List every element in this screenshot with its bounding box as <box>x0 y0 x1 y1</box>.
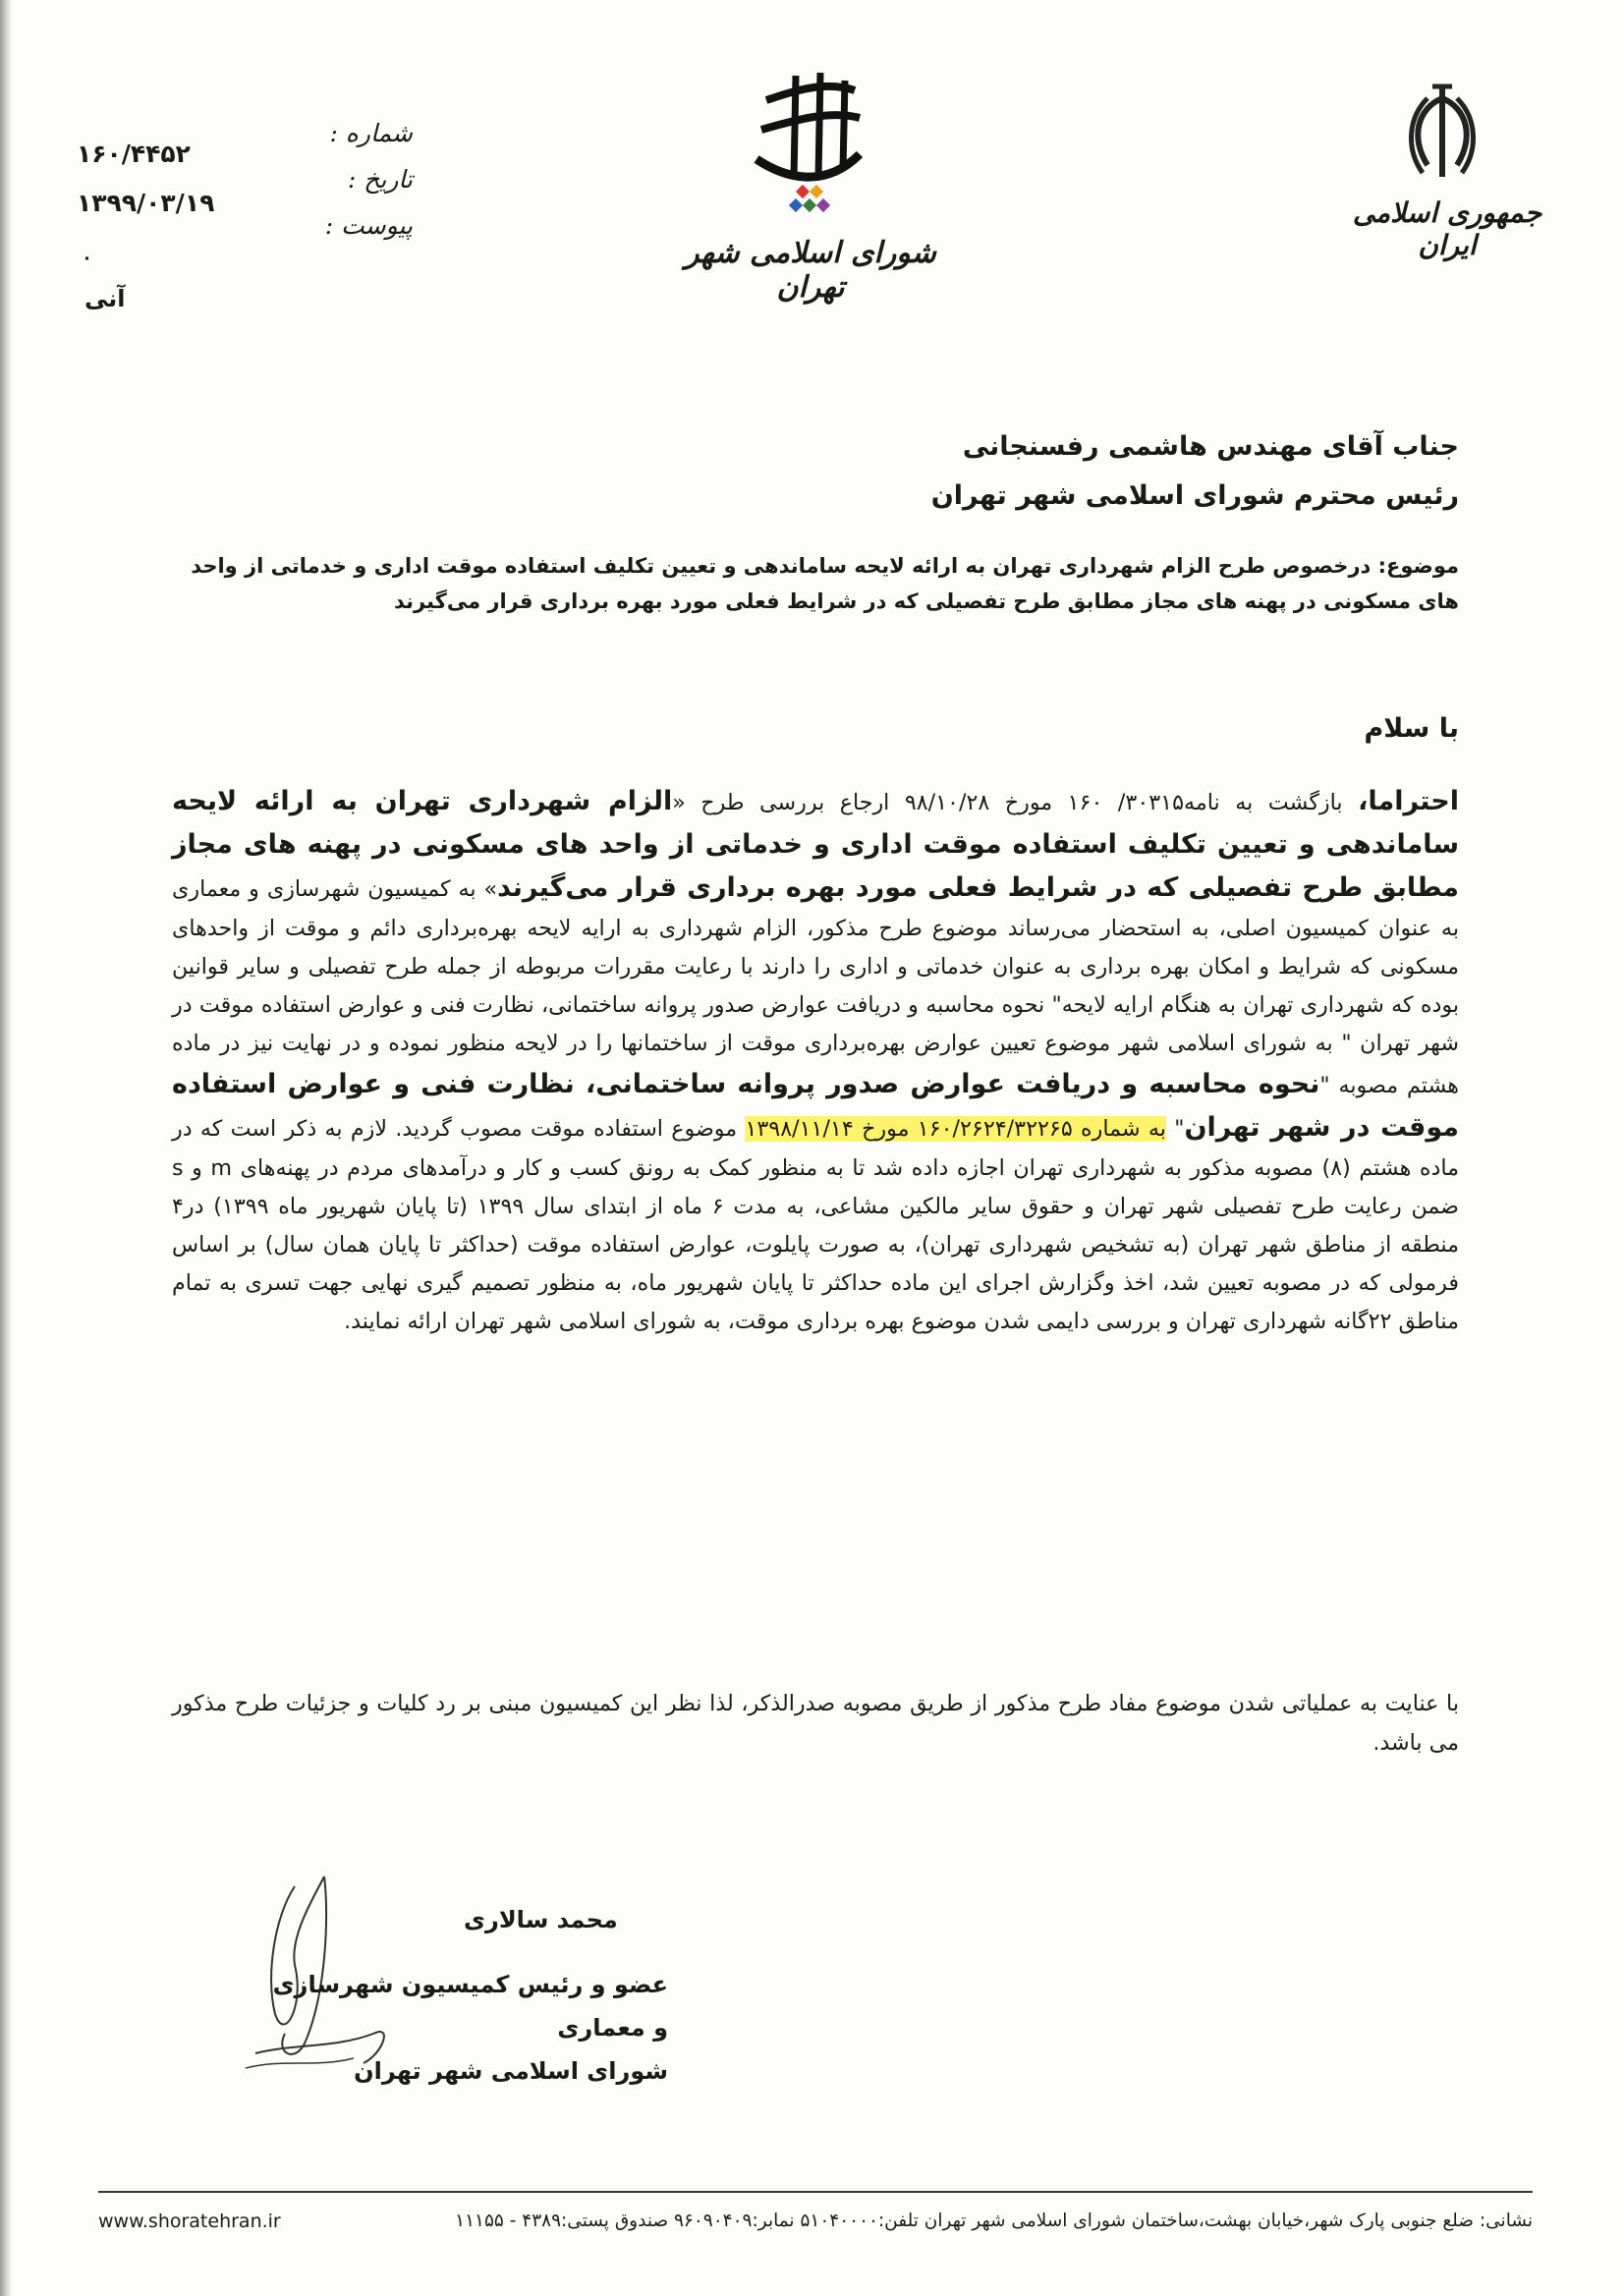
letter-body <box>172 780 1459 1341</box>
attachment-label: پیوست : <box>324 211 413 240</box>
resolution-reference-highlight: به شماره ۱۶۰/۲۶۲۴/۳۲۲۶۵ مورخ ۱۳۹۸/۱۱/۱۴ <box>745 1116 1166 1142</box>
closing-paragraph: با عنایت به عملیاتی شدن موضوع مفاد طرح مذکور از طریق مصوبه صدرالذکر، لذا نظر این کمیسیون مبنی بر رد کلیات و جزئیات طرح مذکور می باشد. <box>172 1691 1459 1756</box>
tehran-council-logo-icon <box>727 61 884 238</box>
body-text-1: بازگشت به نامه۳۰۳۱۵/ ۱۶۰ مورخ ۹۸/۱۰/۲۸ ارجاع بررسی طرح « <box>672 790 1359 815</box>
footer-url: www.shoratehran.ir <box>98 2211 281 2232</box>
emblem-caption: جمهوری اسلامی ایران <box>1352 196 1542 261</box>
footer-address: نشانی: ضلع جنوبی پارک شهر،خیابان بهشت،ساختمان شورای اسلامی شهر تهران تلفن:۵۱۰۴۰۰۰۰ نمابر:۹۶۰۹۰۴۰۹ صندوق پستی:۴۳۸۹ - ۱۱۱۵۵ <box>455 2211 1533 2231</box>
iran-emblem-icon <box>1388 79 1496 187</box>
scan-edge-shadow <box>0 0 12 2296</box>
signatory-title: عضو و رئیس کمیسیون شهرسازی و معماری <box>272 1971 668 2042</box>
signatory-titles <box>255 1963 668 2093</box>
body-text-3: " <box>1165 1116 1185 1142</box>
signatory-name: محمد سالاری <box>464 1906 618 1933</box>
signatory-organization: شورای اسلامی شهر تهران <box>354 2057 668 2085</box>
plan-title: الزام شهرداری تهران به ارائه لایحه ساماندهی و تعیین تکلیف استفاده موقت اداری و خدماتی از واحد های مسکونی در پهنه های مجاز مطابق طرح تفصیلی که در شرایط فعلی مورد بهره برداری قرار می‌گیرند <box>172 786 1460 903</box>
letter-meta-labels <box>305 110 413 249</box>
date-label: تاریخ : <box>347 165 413 194</box>
resolution-title: نحوه محاسبه و دریافت عوارض صدور پروانه ساختمانی، نظارت فنی و عوارض استفاده موقت در شهر تهران <box>172 1069 1459 1143</box>
subject-line: موضوع: درخصوص طرح الزام شهرداری تهران به ارائه لایحه ساماندهی و تعیین تکلیف استفاده موقت اداری و خدماتی از واحد های مسکونی در پهنه های مجاز مطابق طرح تفصیلی که در شرایط فعلی مورد بهره برداری قرار می‌گیرند <box>191 554 1459 613</box>
council-caption: شورای اسلامی شهر تهران <box>685 236 936 305</box>
letter-date: ۱۳۹۹/۰۳/۱۹ <box>77 189 215 217</box>
addressee-block <box>476 422 1459 521</box>
urgency-mark: آنی <box>84 285 126 312</box>
body-text-4: موضوع استفاده موقت مصوب گردید. لازم به ذکر است که در ماده هشتم (۸) مصوبه مذکور به شهرداری تهران اجازه داده شد تا به منظور کمک به رونق کسب و کار و درآمدهای مردم در پهنه‌های m و s ضمن رعایت طرح تفصیلی شهر تهران و حقوق سایر مالکین مشاعی، به مدت ۶ ماه از ابتدای سال ۱۳۹۹ (تا پایان شهریور ماه ۱۳۹۹) در۴ منطقه از مناطق شهر تهران (به تشخیص شهرداری تهران)، به صورت پایلوت، عوارض استفاده موقت (حداکثر تا پایان همان سال) بر اساس فرمولی که در مصوبه تعیین شد، اخذ وگزارش اجرای این ماده حداکثر تا پایان شهریور ماه، به منظور تصمیم گیری نهایی جهت تسری به تمام مناطق ۲۲گانه شهرداری تهران و بررسی دایمی شدن موضوع بهره برداری موقت، به شورای اسلامی شهر تهران ارائه نمایند. <box>172 1116 1460 1334</box>
greeting: با سلام <box>1364 713 1459 744</box>
body-paragraph <box>172 780 1459 1341</box>
addressee-name: جناب آقای مهندس هاشمی رفسنجانی <box>962 431 1459 462</box>
footer-divider <box>98 2191 1533 2193</box>
letter-meta-values <box>77 130 273 228</box>
body-text-2: » به کمیسیون شهرسازی و معماری به عنوان کمیسیون اصلی، به استحضار می‌رساند موضوع طرح مذکور، الزام شهرداری به ارایه لایحه بهره‌برداری دائم و موقت از واحدهای مسکونی که شرایط و امکان بهره برداری به عنوان خدماتی و اداری را دارند با رعایت مقررات مربوطه از جمله طرح تفصیلی و سایر قوانین بوده که شهرداری تهران به هنگام ارایه لایحه" نحوه محاسبه و دریافت عوارض صدور پروانه ساختمانی، نظارت فنی و عوارض استفاده موقت در شهر تهران " به شورای اسلامی شهر موضوع تعیین عوارض بهره‌برداری موقت از ساختمانها را در لایحه منظور نموده و در نهایت نیز در ماده هشتم مصوبه " <box>172 876 1459 1098</box>
attachment-count: ۰ <box>82 248 92 268</box>
addressee-title: رئیس محترم شورای اسلامی شهر تهران <box>930 480 1459 511</box>
letter-number: ۱۶۰/۴۴۵۲ <box>77 140 191 168</box>
number-label: شماره : <box>329 119 413 147</box>
body-lead: احتراما، <box>1358 786 1459 816</box>
